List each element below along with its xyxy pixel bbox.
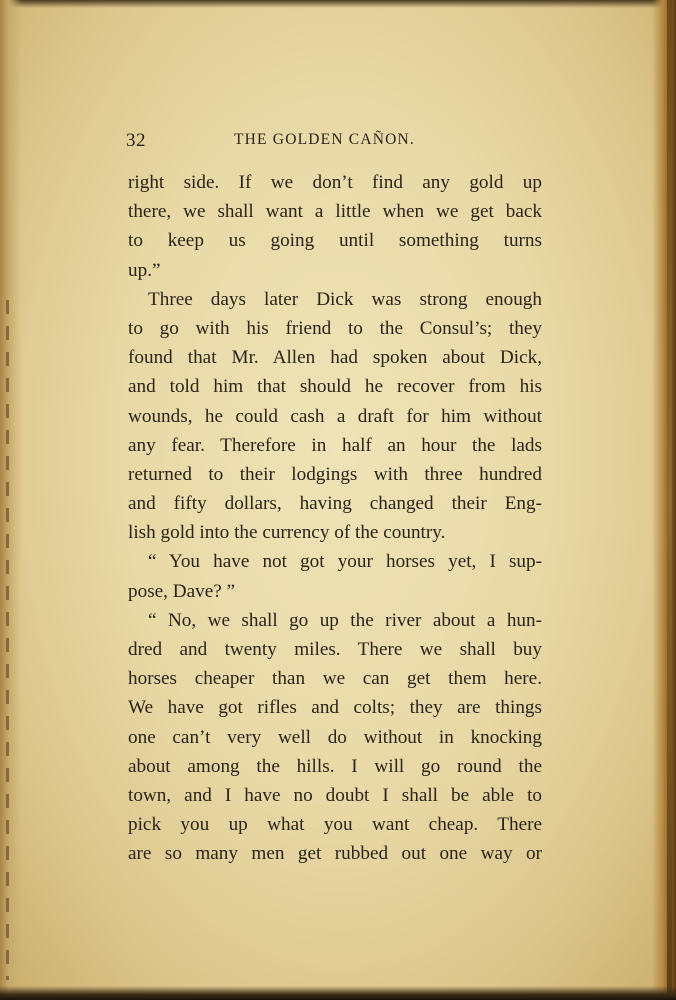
text-line: right side. If we don’t find any gold up	[128, 172, 542, 193]
text-line: town, and I have no doubt I shall be able to	[128, 784, 542, 806]
text-line: pose, Dave? ”	[128, 580, 236, 602]
text-line: about among the hills. I will go round the	[128, 755, 542, 777]
text-line: We have got rifles and colts; they are things	[128, 697, 542, 719]
text-line: and fifty dollars, having changed their Eng-	[128, 493, 542, 515]
text-line: found that Mr. Allen had spoken about Dick,	[128, 347, 542, 369]
text-line: pick you up what you want cheap. There	[128, 814, 542, 836]
text-line: one can’t very well do without in knocking	[128, 726, 542, 748]
text-line: to keep us going until something turns	[128, 230, 542, 252]
text-line: “ No, we shall go up the river about a hun-	[148, 609, 542, 631]
page-number: 32	[126, 130, 146, 151]
text-line: returned to their lodgings with three hundred	[128, 463, 542, 485]
text-line: up.”	[128, 259, 161, 281]
page-bottom-shadow	[0, 986, 676, 1000]
page-left-gutter	[0, 0, 22, 1000]
body-text	[128, 168, 542, 869]
text-line: are so many men get rubbed out one way or	[128, 843, 542, 865]
page-top-shadow	[0, 0, 676, 8]
running-title: THE GOLDEN CAÑON.	[234, 131, 415, 148]
text-line: to go with his friend to the Consul’s; they	[128, 317, 542, 339]
text-line: dred and twenty miles. There we shall buy	[128, 639, 542, 660]
text-line: any fear. Therefore in half an hour the lads	[128, 434, 542, 456]
text-line: lish gold into the currency of the country.	[128, 522, 446, 544]
text-line: there, we shall want a little when we get back	[128, 201, 542, 223]
text-line: horses cheaper than we can get them here.	[128, 668, 542, 690]
book-spine-edge	[652, 0, 676, 1000]
text-line: Three days later Dick was strong enough	[148, 288, 542, 310]
text-line: “ You have not got your horses yet, I sup-	[148, 551, 542, 573]
text-line: wounds, he could cash a draft for him without	[128, 405, 542, 427]
text-line: and told him that should he recover from his	[128, 376, 542, 398]
running-header	[126, 130, 546, 154]
